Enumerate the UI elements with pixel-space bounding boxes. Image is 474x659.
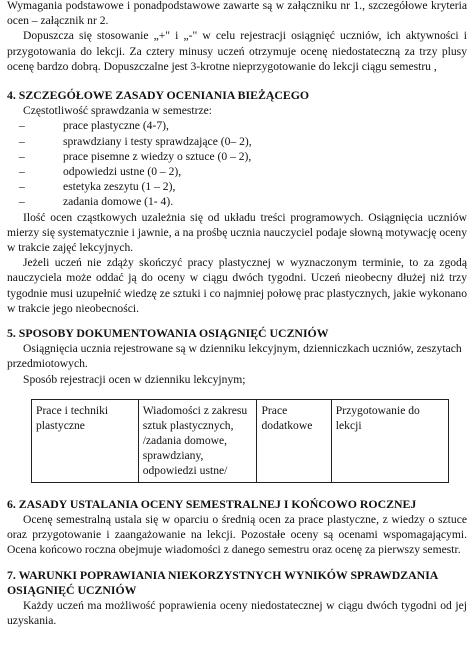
- section-7-paragraph: Każdy uczeń ma możliwość poprawienia oceny niedostatecznej w ciągu dwóch tygodni od jej uzyskania.: [7, 599, 467, 628]
- table-cell: Wiadomości z zakresu sztuk plastycznych, /zadania domowe, sprawdziany, odpowiedzi ustne/: [138, 399, 257, 482]
- list-item: – sprawdziany i testy sprawdzające (0– 2),: [7, 134, 467, 149]
- table-cell: Przygotowanie do lekcji: [331, 399, 448, 482]
- list-item: – zadania domowe (1- 4).: [7, 194, 467, 209]
- list-item: – prace plastyczne (4-7),: [7, 118, 467, 133]
- section-4-heading: 4. SZCZEGÓŁOWE ZASADY OCENIANIA BIEŻĄCEGO: [7, 88, 310, 103]
- document-page: [7, 0, 467, 629]
- intro-line: Wymagania podstawowe i ponadpodstawowe zawarte są w załączniku nr 1., szczegółowe kryteria ocen – załącznik nr 2.: [7, 0, 467, 28]
- table-cell: Prace i techniki plastyczne: [32, 399, 139, 482]
- section-6-heading: 6. ZASADY USTALANIA OCENY SEMESTRALNEJ I KOŃCOWO ROCZNEJ: [7, 496, 417, 511]
- section-5-paragraph-1: Osiągnięcia ucznia rejestrowane są w dzienniku lekcyjnym, dzienniczkach uczniów, zeszytach przedmiotowych.: [7, 342, 462, 371]
- intro-paragraph: Dopuszcza się stosowanie „+" i „-" w celu rejestracji osiągnięć uczniów, ich aktywności i przygotowania do lekcji. Za cztery minusy uczeń otrzymuje ocenę niedostateczną za trzy plusy ocenę bardzo dobrą. Dopuszczalne jest 3-krotne nieprzygotowanie do lekcji ciągu semestru ,: [7, 29, 467, 73]
- list-item: – estetyka zeszytu (1 – 2),: [7, 179, 467, 194]
- section-5-heading: 5. SPOSOBY DOKUMENTOWANIA OSIĄGNIĘĆ UCZNIÓW: [7, 326, 329, 341]
- section-4-paragraph-2: Jeżeli uczeń nie zdąży skończyć pracy plastycznej w wyznaczonym terminie, to za zgodą nauczyciela może oddać ją do oceny w ciągu dwóch tygodni. Uczeń nieobecny dłużej niż trzy tygodnie musi uzupełnić wiedzę ze sztuki i co najmniej połowę prac plastycznych, jakie wykonano w trakcie jego nieobecności.: [7, 256, 467, 315]
- section-4-paragraph-1: Ilość ocen cząstkowych uzależnia się od układu treści programowych. Osiągnięcia uczniów mierzy się systematycznie i jawnie, a na prośbę ucznia nauczyciel podaje słowną motywację oceny w trakcie zajęć lekcyjnych.: [7, 210, 467, 255]
- section-4-lead: Częstotliwość sprawdzania w semestrze:: [23, 104, 212, 118]
- section-6-paragraph: Ocenę semestralną ustala się w oparciu o średnią ocen za prace plastyczne, z wiedzy o sztuce oraz przygotowanie i zaangażowanie na lekcji. Pozostałe oceny są ocenami wspomagającymi. Ocena końcowo roczna obejmuje wiadomości z danego semestru oraz ocenę za pierwszy semestr.: [7, 513, 467, 557]
- section-5-paragraph-2: Sposób rejestracji ocen w dzienniku lekcyjnym;: [23, 372, 246, 386]
- table-row: [32, 399, 449, 482]
- frequency-list: [7, 118, 467, 209]
- list-item: – prace pisemne z wiedzy o sztuce (0 – 2),: [7, 149, 467, 164]
- section-7-heading: 7. WARUNKI POPRAWIANIA NIEKORZYSTNYCH WYNIKÓW SPRAWDZANIA OSIĄGNIĘĆ UCZNIÓW: [7, 567, 438, 597]
- table-cell: Prace dodatkowe: [257, 399, 331, 482]
- grade-register-table: [31, 399, 449, 483]
- list-item: – odpowiedzi ustne (0 – 2),: [7, 164, 467, 179]
